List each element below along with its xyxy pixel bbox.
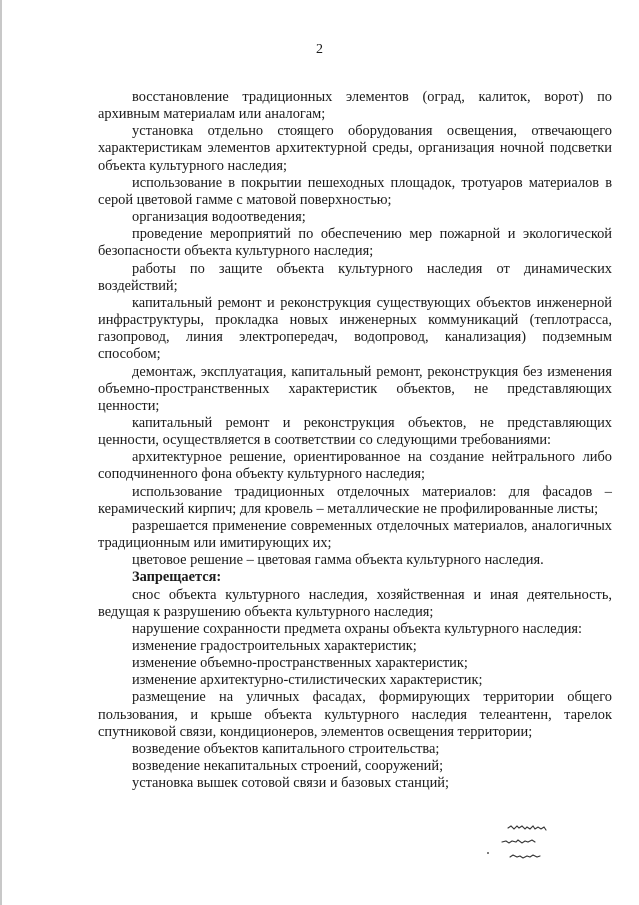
paragraph: изменение архитектурно-стилистических характеристик; [132, 672, 483, 689]
paragraph: снос объекта культурного наследия, хозяйственная и иная деятельность, ведущая к разрушению объекта культурного наследия; [98, 586, 612, 620]
page-number: 2 [316, 42, 323, 57]
paragraph: использование в покрытии пешеходных площадок, тротуаров материалов в серой цветовой гамме с матовой поверхностью; [98, 174, 612, 208]
paragraph: архитектурное решение, ориентированное на создание нейтрального либо соподчиненного фона объекту культурного наследия; [98, 449, 612, 483]
paragraph: разрешается применение современных отделочных материалов, аналогичных традиционным или имитирующих их; [98, 517, 612, 552]
paragraph: изменение объемно-пространственных характеристик; [132, 655, 468, 672]
paragraph: организация водоотведения; [132, 209, 306, 226]
paragraph: размещение на уличных фасадах, формирующих территории общего пользования, и крыше объекта культурного наследия телеантенн, тарелок спутниковой связи, кондиционеров, элементов освещения территории; [98, 689, 612, 740]
paragraph: капитальный ремонт и реконструкция объектов, не представляющих ценности, осуществляется в соответствии со следующими требованиями: [98, 414, 612, 449]
paragraph: проведение мероприятий по обеспечению мер пожарной и экологической безопасности объекта культурного наследия; [98, 226, 612, 260]
paragraph: использование традиционных отделочных материалов: для фасадов – керамический кирпич; для кровель – металлические не профилированные листы; [98, 483, 612, 517]
paragraph: цветовое решение – цветовая гамма объекта культурного наследия. [132, 552, 544, 569]
paragraph: капитальный ремонт и реконструкция существующих объектов инженерной инфраструктуры, прокладка новых инженерных коммуникаций (теплотрасса, газопровод, линия электропередач, водопровод, канализация) подземным способом; [98, 294, 612, 363]
paragraph: демонтаж, эксплуатация, капитальный ремонт, реконструкция без изменения объемно-пространственных характеристик объектов, не представляющих ценности; [98, 363, 612, 414]
handwritten-mark [480, 820, 590, 870]
document-body [98, 89, 612, 792]
paragraph: возведение объектов капитального строительства; [132, 740, 440, 757]
paragraph: восстановление традиционных элементов (оград, калиток, ворот) по архивным материалам или аналогам; [98, 89, 612, 123]
section-heading: Запрещается: [132, 569, 222, 586]
paragraph: работы по защите объекта культурного наследия от динамических воздействий; [98, 260, 612, 294]
paragraph: установка вышек сотовой связи и базовых станций; [132, 775, 449, 792]
paragraph: изменение градостроительных характеристик; [132, 638, 417, 654]
scan-edge [0, 0, 2, 905]
paragraph: возведение некапитальных строений, сооружений; [132, 758, 444, 775]
paragraph: установка отдельно стоящего оборудования освещения, отвечающего характеристикам элементов архитектурной среды, организация ночной подсветки объекта культурного наследия; [98, 123, 612, 174]
paragraph: нарушение сохранности предмета охраны объекта культурного наследия: [132, 620, 583, 637]
